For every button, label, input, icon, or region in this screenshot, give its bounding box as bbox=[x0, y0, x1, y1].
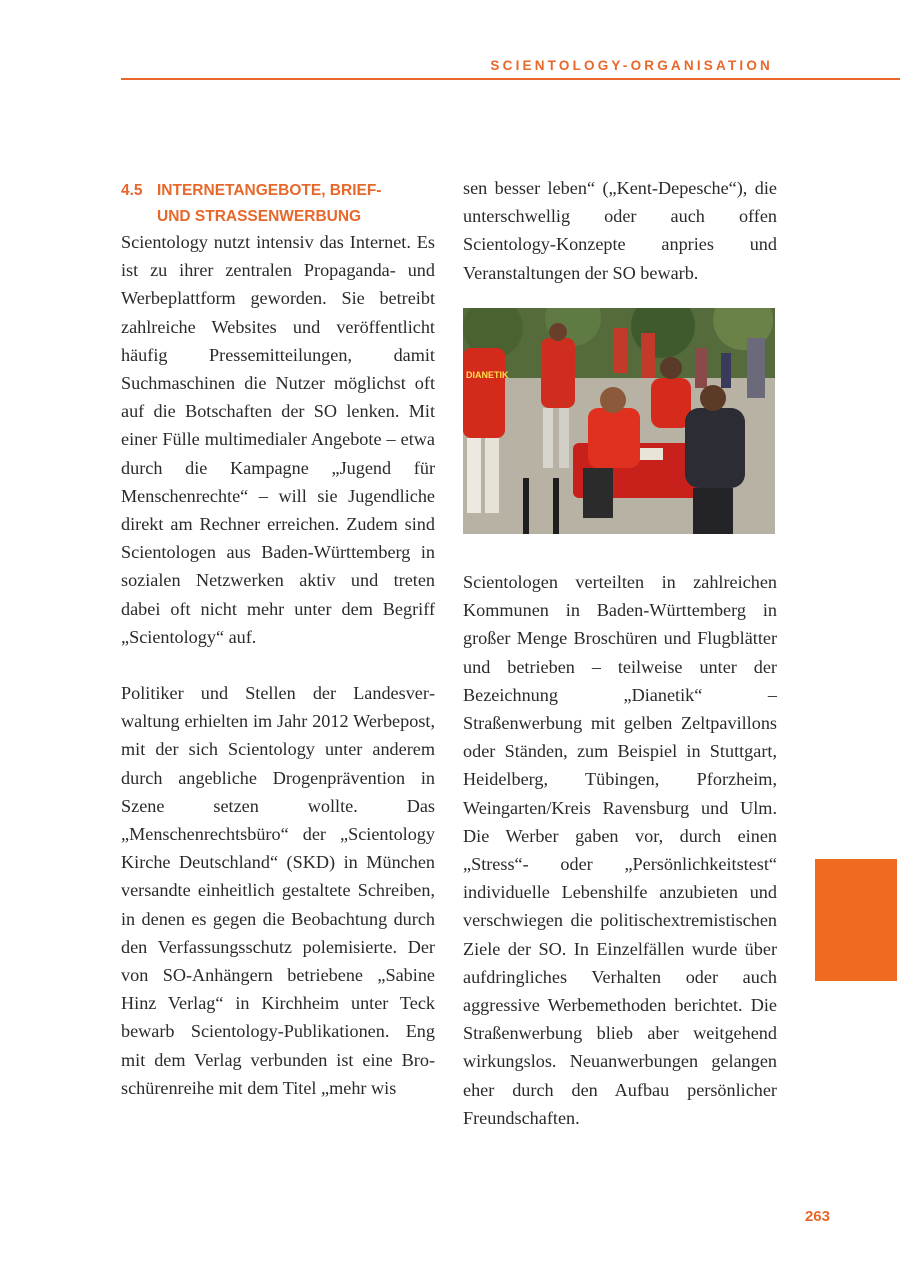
section-title-line1: INTERNETANGEBOTE, BRIEF- bbox=[157, 182, 382, 199]
shirt-lettering: DIANETIK bbox=[466, 370, 509, 380]
left-column bbox=[121, 178, 435, 1102]
header-rule bbox=[121, 78, 900, 80]
chapter-side-tab bbox=[815, 859, 897, 981]
right-column-lower bbox=[463, 568, 777, 1132]
left-paragraph-2: Politiker und Stellen der Landesverwaltung erhielten im Jahr 2012 Werbepost, mit der sich Scientology unter anderem durch angebliche Drogenprävention in Szene setzen wollte. Das „Menschenrechtsbüro“ der „Scientology Kirche Deutschland“ (SKD) in München versandte einheitlich gestaltete Schreiben, in denen es gegen die Beobachtung durch den Verfassungsschutz polemisierte. Der von SO-Anhängern betriebene „Sabine Hinz Verlag“ in Kirchheim unter Teck bewarb Scientology-Publikationen. Eng mit dem Verlag verbunden ist eine Broschürenreihe mit dem Titel „mehr wis bbox=[121, 683, 435, 1098]
section-heading bbox=[121, 178, 435, 230]
right-paragraph-2: Scientologen verteilten in zahlreichen Kommunen in Baden-Württemberg in großer Menge Broschüren und Flugblätter und betrieben – teilweise unter der Bezeichnung „Dianetik“ – Straßenwerbung mit gelben Zeltpavillons oder Ständen, zum Beispiel in Stuttgart, Heidelberg, Tübingen, Pforzheim, Weingarten/Kreis Ravensburg und Ulm. Die Werber gaben vor, durch einen „Stress“- oder „Persönlichkeitstest“ individuelle Lebenshilfe anzubieten und verschwiegen die politischextremistischen Ziele der SO. In Einzelfällen wurde über aufdringliches Verhalten oder auch aggressive Werbemethoden berichtet. Die Straßenwerbung blieb aber weitgehend wirkungslos. Neuanwerbungen gelangen eher durch den Aufbau persönlicher Freundschaften. bbox=[463, 572, 777, 1128]
photo-illustration bbox=[463, 308, 775, 534]
right-paragraph-1: sen besser leben“ („Kent-Depesche“), die unterschwellig oder auch offen Scientology-Konzepte anpries und Veranstaltungen der SO bewarb. bbox=[463, 178, 777, 283]
running-header-title: SCIENTOLOGY-ORGANISATION bbox=[490, 58, 773, 73]
section-number: 4.5 bbox=[121, 182, 143, 199]
street-advertising-photo bbox=[463, 308, 775, 534]
right-column bbox=[463, 174, 777, 287]
section-title-line2: UND STRASSENWERBUNG bbox=[157, 208, 362, 225]
left-paragraph-1: Scientology nutzt intensiv das Internet. Es ist zu ihrer zentralen Propaganda- und Werbeplattform geworden. Sie betreibt zahlreiche Websites und veröffentlicht häufig Pressemitteilungen, damit Suchmaschinen die Nutzer möglichst oft auf die Botschaften der SO lenken. Mit einer Fülle multimedialer Angebote – etwa durch die Kampagne „Jugend für Menschenrechte“ – will sie Jugendliche direkt am Rechner erreichen. Zudem sind Scientologen aus Baden-Württemberg in sozialen Netzwerken aktiv und treten dabei oft nicht mehr unter dem Begriff „Scientology“ auf. bbox=[121, 232, 435, 647]
page-number: 263 bbox=[804, 1208, 830, 1225]
